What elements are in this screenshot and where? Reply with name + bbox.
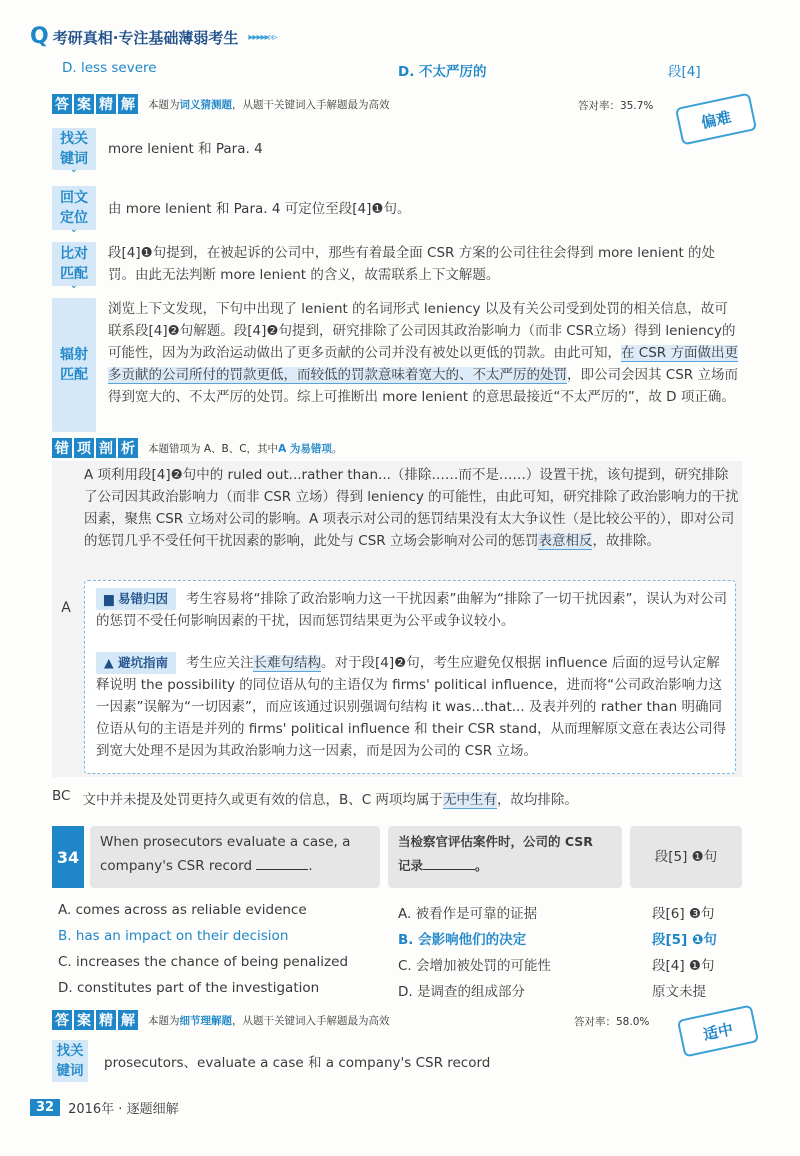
q33-difficulty-badge: 偏难 bbox=[675, 93, 757, 146]
answer-analysis-badge: 答 案 精 解 bbox=[52, 94, 140, 114]
wrong-options-heading bbox=[52, 438, 342, 458]
prev-option-loc: 段[4] bbox=[668, 64, 701, 80]
step-find-keywords-text: more lenient 和 Para. 4 bbox=[108, 141, 263, 157]
page-footer bbox=[30, 1098, 179, 1117]
step-compare-label: 比对匹配 ⌄ bbox=[52, 242, 96, 286]
key-highlight: 在 CSR 方面做出更多贡献的公司所付的罚款更低，而较低的罚款意味着宽大的、不太严厉的处罚 bbox=[108, 345, 738, 383]
arrows-decoration: ▸▸▸▸▸▹▹ bbox=[248, 31, 277, 43]
q34-find-keywords-label: 找关键词 bbox=[52, 1040, 88, 1082]
option-a-analysis-text: A 项利用段[4]❷句中的 ruled out...rather than...（排除……而不是……）设置干扰，该句提到，研究排除了公司因其政治影响力（而非 CSR 立场）得到 leniency 的可能性，由此可知，研究排除了政治影响力的干扰因素，聚焦 CSR 立场对公司的影响。A 项表示对公司的惩罚结果没有太大争议性（是比较公平的），即对公司的惩罚几乎不受任何干扰因素的影响，此处与 CSR 立场会影响对公司的惩罚表意相反，故排除。 bbox=[84, 467, 739, 549]
tag-icon: ▆ bbox=[104, 591, 118, 606]
q34-accuracy: 答对率：58.0% bbox=[574, 1016, 650, 1028]
wrong-analysis-badge: 错 项 剖 析 bbox=[52, 438, 140, 458]
q33-question-type: 本题为词义猜测题，从题干关键词入手解题最为高效 bbox=[148, 98, 390, 111]
prev-option-en: D. less severe bbox=[62, 60, 157, 76]
step-radiate-label: 辐射匹配 bbox=[52, 298, 96, 432]
option-bc-letter: BC bbox=[52, 788, 71, 804]
search-q-icon: Q bbox=[30, 24, 49, 49]
tip-error-cause: ▆ 易错归因 考生容易将“排除了政治影响力这一干扰因素”曲解为“排除了一切干扰因素”，误认为对公司的惩罚不受任何影响因素的干扰，因而惩罚结果更为公平或争议较小。 bbox=[96, 588, 731, 632]
q34-stem-loc: 段[5] ❶句 bbox=[630, 826, 742, 888]
q34-question-type: 本题为细节理解题，从题干关键词入手解题最为高效 bbox=[148, 1014, 390, 1027]
warning-icon: ▲ bbox=[104, 655, 118, 670]
prev-option-cn: D. 不太严厉的 bbox=[398, 64, 487, 80]
q34-stem-en: When prosecutors evaluate a case, a company's CSR record . bbox=[90, 826, 380, 888]
q33-accuracy: 答对率：35.7% bbox=[578, 100, 654, 112]
page-number: 32 bbox=[30, 1099, 60, 1116]
option-bc-analysis bbox=[52, 788, 578, 808]
q34-answer-heading bbox=[52, 1010, 390, 1030]
question-number: 34 bbox=[52, 826, 84, 888]
chevron-down-icon: ⌄ bbox=[70, 165, 78, 175]
avoid-guide-tag: ▲ 避坑指南 bbox=[96, 652, 176, 674]
chevron-down-icon: ⌄ bbox=[70, 225, 78, 235]
q34-find-keywords-text: prosecutors、evaluate a case 和 a company's CSR record bbox=[104, 1055, 491, 1071]
answer-analysis-badge: 答 案 精 解 bbox=[52, 1010, 140, 1030]
q33-answer-heading bbox=[52, 94, 390, 114]
q34-difficulty-badge: 适中 bbox=[677, 1005, 759, 1058]
step-locate-text: 由 more lenient 和 Para. 4 可定位至段[4]❶句。 bbox=[108, 201, 411, 217]
book-header bbox=[30, 24, 277, 50]
step-find-keywords-label: 找关键词 ⌄ bbox=[52, 128, 96, 170]
footer-text: 2016年 · 逐题细解 bbox=[68, 1102, 179, 1117]
error-cause-tag: ▆ 易错归因 bbox=[96, 588, 176, 610]
book-title: 考研真相·专注基础薄弱考生 bbox=[52, 28, 239, 47]
option-bc-text: 文中并未提及处罚更持久或更有效的信息，B、C 两项均属于无中生有，故均排除。 bbox=[82, 792, 578, 808]
wrong-options-desc: 本题错项为 A、B、C，其中A 为易错项。 bbox=[148, 442, 343, 455]
chevron-down-icon: ⌄ bbox=[70, 281, 78, 291]
step-radiate-text: 浏览上下文发现，下句中出现了 lenient 的名词形式 leniency 以及有关公司受到处罚的相关信息，故可联系段[4]❷句解题。段[4]❷句提到，研究排除了公司因其政治影响力（而非 CSR立场）得到 leniency的可能性，因为为政治运动做出了更多贡献的公司并没有被处以更低的罚款。由此可知，在 CSR 方面做出更多贡献的公司所付的罚款更低，而较低的罚款意味着宽大的、不太严厉的处罚，即公司会因其 CSR 立场而得到宽大的、不太严厉的处罚。综上可推断出 more lenient 的意思最接近“不太严厉的”，故 D 项正确。 bbox=[108, 301, 738, 405]
tip-avoid-guide: ▲ 避坑指南 考生应关注长难句结构。对于段[4]❷句，考生应避免仅根据 influence 后面的逗号认定解释说明 the possibility 的同位语从句的主语仅为 firms' political influence，进而将“公司政治影响力这一因素”误解为“一切因素”，而应该通过识别强调句结构 it was...that... 及表并列的 rather than 明确同位语从句的主语是并列的 firms' political influence 和 their CSR stand，从而理解原文意在表达公司得到宽大处理不是因为其政治影响力这一因素，而是因为公司的 CSR 立场。 bbox=[96, 652, 731, 762]
step-compare-text: 段[4]❶句提到，在被起诉的公司中，那些有着最全面 CSR 方案的公司往往会得到 more lenient 的处罚。由此无法判断 more lenient 的含义，故需联系上下文解题。 bbox=[108, 245, 716, 283]
step-locate-label: 回文定位 ⌄ bbox=[52, 186, 96, 230]
q34-stem-cn: 当检察官评估案件时，公司的 CSR 记录 。 bbox=[388, 826, 622, 888]
option-a-letter: A bbox=[61, 600, 71, 616]
